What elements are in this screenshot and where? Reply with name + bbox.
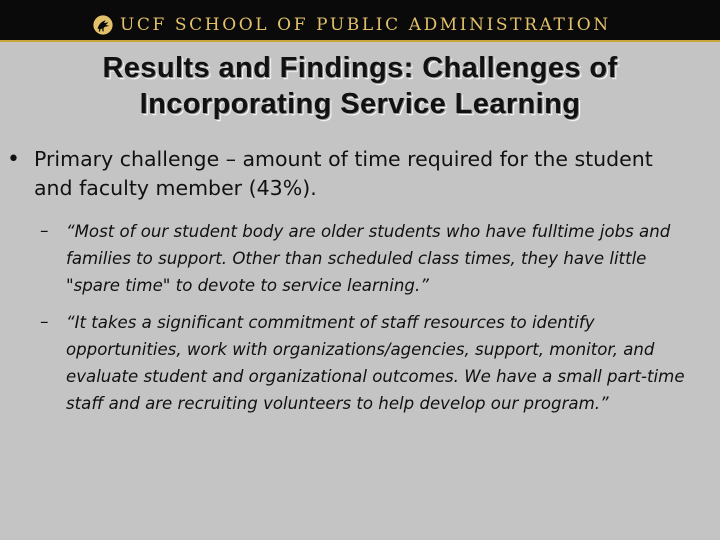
pegasus-icon	[92, 14, 114, 36]
sub-bullet-quote-1: “Most of our student body are older students who have fulltime jobs and families to support. Other than scheduled class times, they have little "spare time" to devote to service learning.”	[66, 222, 671, 295]
sub-bullet-marker: –	[40, 221, 49, 241]
slide-title-line-1: Results and Findings: Challenges of	[102, 52, 618, 84]
header-brand	[92, 13, 611, 37]
sub-bullet-marker: –	[40, 312, 49, 332]
bullet-marker: •	[7, 147, 20, 172]
bullet-text: Primary challenge – amount of time required for the student and faculty member (43%).	[34, 147, 653, 200]
header-title: UCF SCHOOL OF PUBLIC ADMINISTRATION	[120, 15, 611, 35]
sub-bullet-quote-2: “It takes a significant commitment of staff resources to identify opportunities, work with organizations/agencies, support, monitor, and evaluate student and organizational outcomes. We have a small part-time staff and are recruiting volunteers to help develop our program.”	[66, 313, 685, 413]
slide-title	[20, 50, 700, 122]
header-bar	[0, 0, 720, 42]
slide-title-line-2: Incorporating Service Learning	[139, 88, 581, 120]
